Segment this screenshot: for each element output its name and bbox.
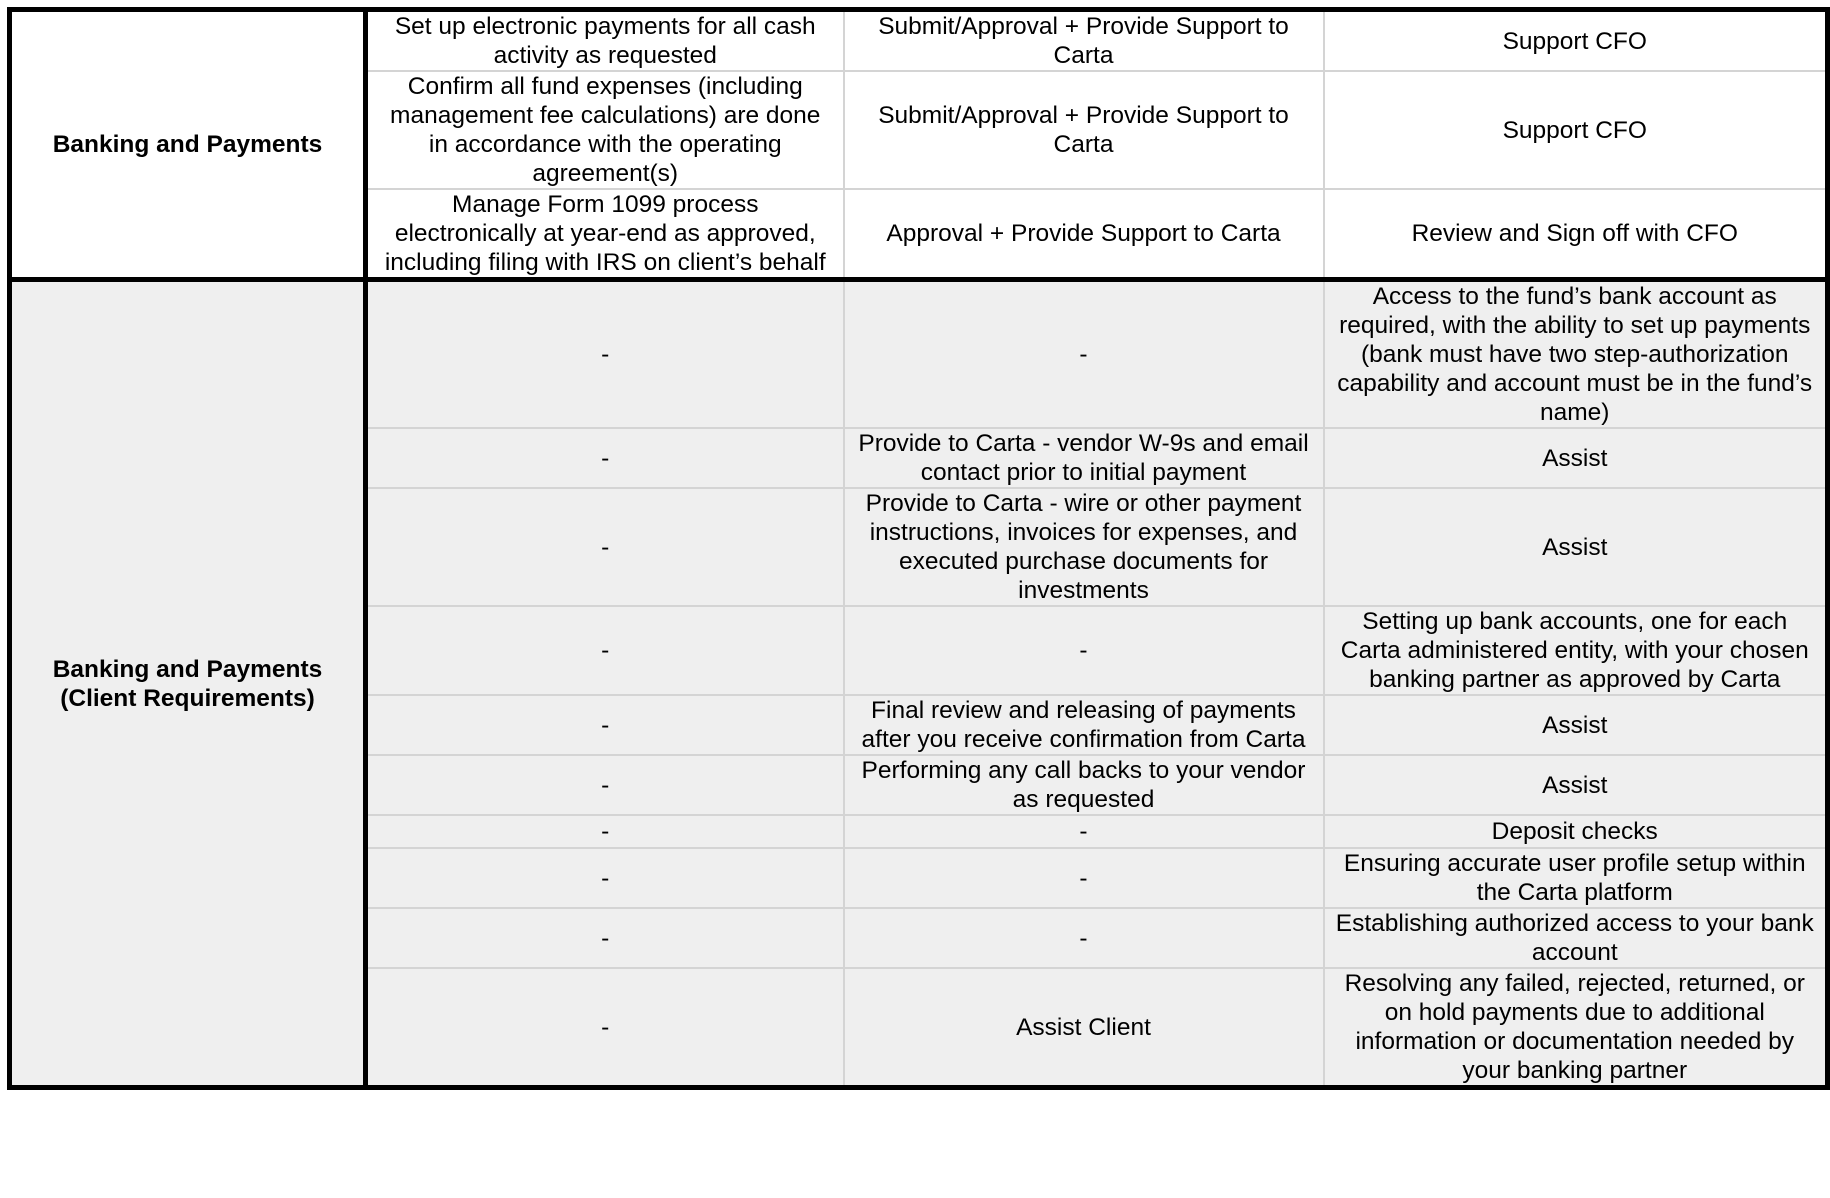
- client-cell: Support CFO: [1324, 10, 1828, 72]
- client-cell: Assist: [1324, 488, 1828, 606]
- table-row: [10, 280, 1828, 429]
- section-label: Banking and Payments (Client Requirements): [10, 280, 366, 1088]
- section-label: Banking and Payments: [10, 10, 366, 280]
- client-cell: Assist: [1324, 755, 1828, 815]
- task-cell: -: [366, 280, 844, 429]
- responsibility-matrix: [7, 7, 1825, 1090]
- task-cell: -: [366, 968, 844, 1088]
- task-cell: -: [366, 488, 844, 606]
- task-cell: -: [366, 848, 844, 908]
- client-cell: Access to the fund’s bank account as required, with the ability to set up payments (bank must have two step-authorization capability and account must be in the fund’s name): [1324, 280, 1828, 429]
- task-cell: -: [366, 815, 844, 848]
- client-cell: Resolving any failed, rejected, returned, or on hold payments due to additional information or documentation needed by your banking partner: [1324, 968, 1828, 1088]
- task-cell: Set up electronic payments for all cash activity as requested: [366, 10, 844, 72]
- carta-cell: -: [844, 280, 1324, 429]
- carta-cell: Final review and releasing of payments after you receive confirmation from Carta: [844, 695, 1324, 755]
- carta-cell: Submit/Approval + Provide Support to Carta: [844, 71, 1324, 189]
- carta-cell: Performing any call backs to your vendor as requested: [844, 755, 1324, 815]
- task-cell: -: [366, 428, 844, 488]
- section-0: [10, 10, 1828, 280]
- carta-cell: -: [844, 815, 1324, 848]
- carta-cell: Provide to Carta - wire or other payment instructions, invoices for expenses, and executed purchase documents for investments: [844, 488, 1324, 606]
- client-cell: Setting up bank accounts, one for each Carta administered entity, with your chosen banking partner as approved by Carta: [1324, 606, 1828, 695]
- client-cell: Assist: [1324, 695, 1828, 755]
- task-cell: Confirm all fund expenses (including management fee calculations) are done in accordance with the operating agreement(s): [366, 71, 844, 189]
- carta-cell: Assist Client: [844, 968, 1324, 1088]
- client-cell: Ensuring accurate user profile setup within the Carta platform: [1324, 848, 1828, 908]
- client-cell: Establishing authorized access to your bank account: [1324, 908, 1828, 968]
- client-cell: Assist: [1324, 428, 1828, 488]
- task-cell: -: [366, 695, 844, 755]
- client-cell: Support CFO: [1324, 71, 1828, 189]
- section-1: [10, 280, 1828, 1088]
- task-cell: -: [366, 908, 844, 968]
- client-cell: Review and Sign off with CFO: [1324, 189, 1828, 280]
- table-row: [10, 10, 1828, 72]
- responsibility-table: [7, 7, 1830, 1090]
- carta-cell: -: [844, 908, 1324, 968]
- task-cell: Manage Form 1099 process electronically at year-end as approved, including filing with IRS on client’s behalf: [366, 189, 844, 280]
- carta-cell: -: [844, 606, 1324, 695]
- task-cell: -: [366, 606, 844, 695]
- carta-cell: Approval + Provide Support to Carta: [844, 189, 1324, 280]
- client-cell: Deposit checks: [1324, 815, 1828, 848]
- carta-cell: Submit/Approval + Provide Support to Carta: [844, 10, 1324, 72]
- carta-cell: -: [844, 848, 1324, 908]
- task-cell: -: [366, 755, 844, 815]
- carta-cell: Provide to Carta - vendor W-9s and email contact prior to initial payment: [844, 428, 1324, 488]
